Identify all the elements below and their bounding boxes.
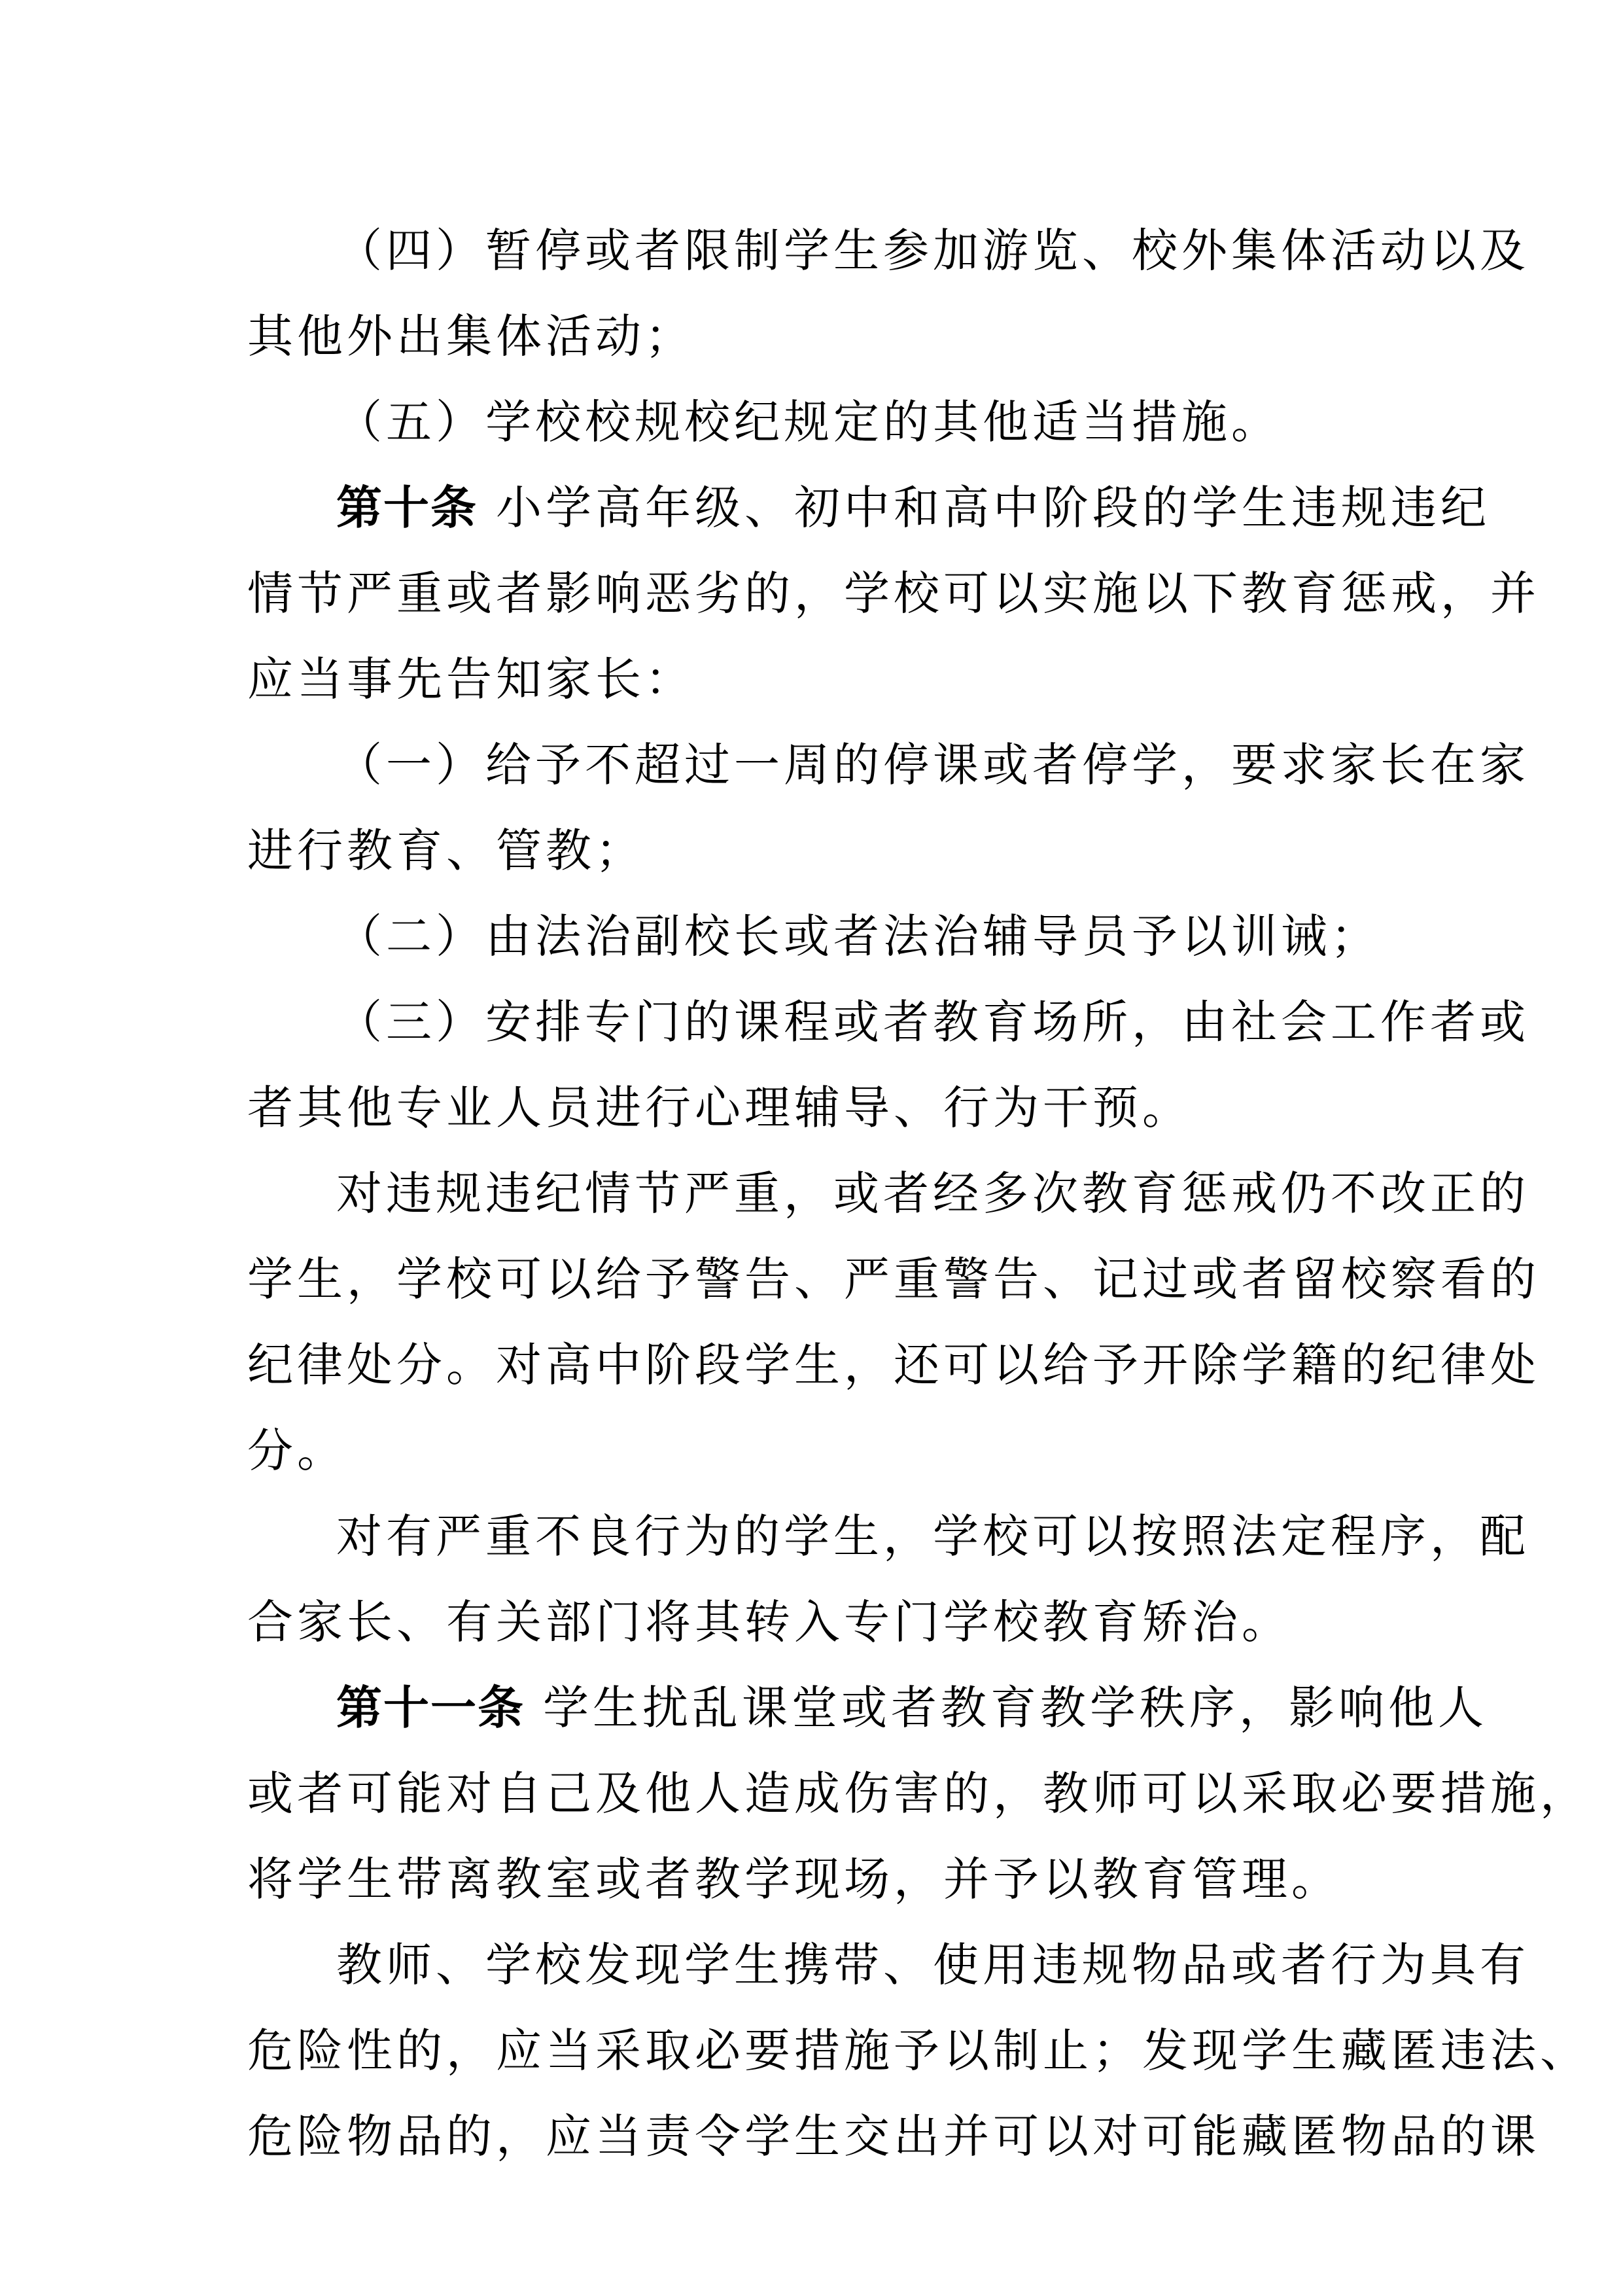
item-four-line-2: 其他外出集体活动； (247, 309, 695, 363)
article-10-line-3: 应当事先告知家长： (247, 652, 695, 706)
paragraph-items-line-3: 危险物品的，应当责令学生交出并可以对可能藏匿物品的课 (247, 2110, 1540, 2163)
article-10-label: 第十条 (336, 481, 478, 535)
article-10-text-1: 小学高年级、初中和高中阶段的学生违规违纪 (496, 481, 1490, 535)
item-five-line: （五）学校校规校纪规定的其他适当措施。 (336, 395, 1281, 449)
document-page (247, 208, 1590, 2180)
item-one-line-2: 进行教育、管教； (247, 824, 645, 877)
item-one-line-1: （一）给予不超过一周的停课或者停学，要求家长在家 (336, 738, 1529, 792)
item-three-line-2: 者其他专业人员进行心理辅导、行为干预。 (247, 1081, 1192, 1135)
item-four-line-1: （四）暂停或者限制学生参加游览、校外集体活动以及 (336, 224, 1529, 277)
article-11-line-3: 将学生带离教室或者教学现场，并予以教育管理。 (247, 1852, 1341, 1906)
paragraph-discipline-line-2: 学生，学校可以给予警告、严重警告、记过或者留校察看的 (247, 1252, 1540, 1306)
paragraph-discipline-line-3: 纪律处分。对高中阶段学生，还可以给予开除学籍的纪律处 (247, 1338, 1540, 1392)
paragraph-special-school-line-2: 合家长、有关部门将其转入专门学校教育矫治。 (247, 1595, 1291, 1649)
article-11-line-1 (247, 1665, 1488, 1751)
item-two-line: （二）由法治副校长或者法治辅导员予以训诫； (336, 910, 1380, 963)
paragraph-items-line-2: 危险性的，应当采取必要措施予以制止；发现学生藏匿违法、 (247, 2024, 1590, 2077)
article-11-line-2: 或者可能对自己及他人造成伤害的，教师可以采取必要措施， (247, 1767, 1590, 1820)
article-11-label: 第十一条 (336, 1681, 525, 1735)
article-10-line-1 (247, 465, 1490, 551)
paragraph-special-school-line-1: 对有严重不良行为的学生，学校可以按照法定程序，配 (336, 1510, 1529, 1563)
article-11-text-1: 学生扰乱课堂或者教育教学秩序，影响他人 (543, 1681, 1488, 1735)
paragraph-discipline-line-4: 分。 (247, 1424, 347, 1477)
item-three-line-1: （三）安排专门的课程或者教育场所，由社会工作者或 (336, 995, 1529, 1049)
article-10-line-2: 情节严重或者影响恶劣的，学校可以实施以下教育惩戒，并 (247, 567, 1540, 620)
paragraph-items-line-1: 教师、学校发现学生携带、使用违规物品或者行为具有 (336, 1938, 1529, 1992)
paragraph-discipline-line-1: 对违规违纪情节严重，或者经多次教育惩戒仍不改正的 (336, 1167, 1529, 1220)
